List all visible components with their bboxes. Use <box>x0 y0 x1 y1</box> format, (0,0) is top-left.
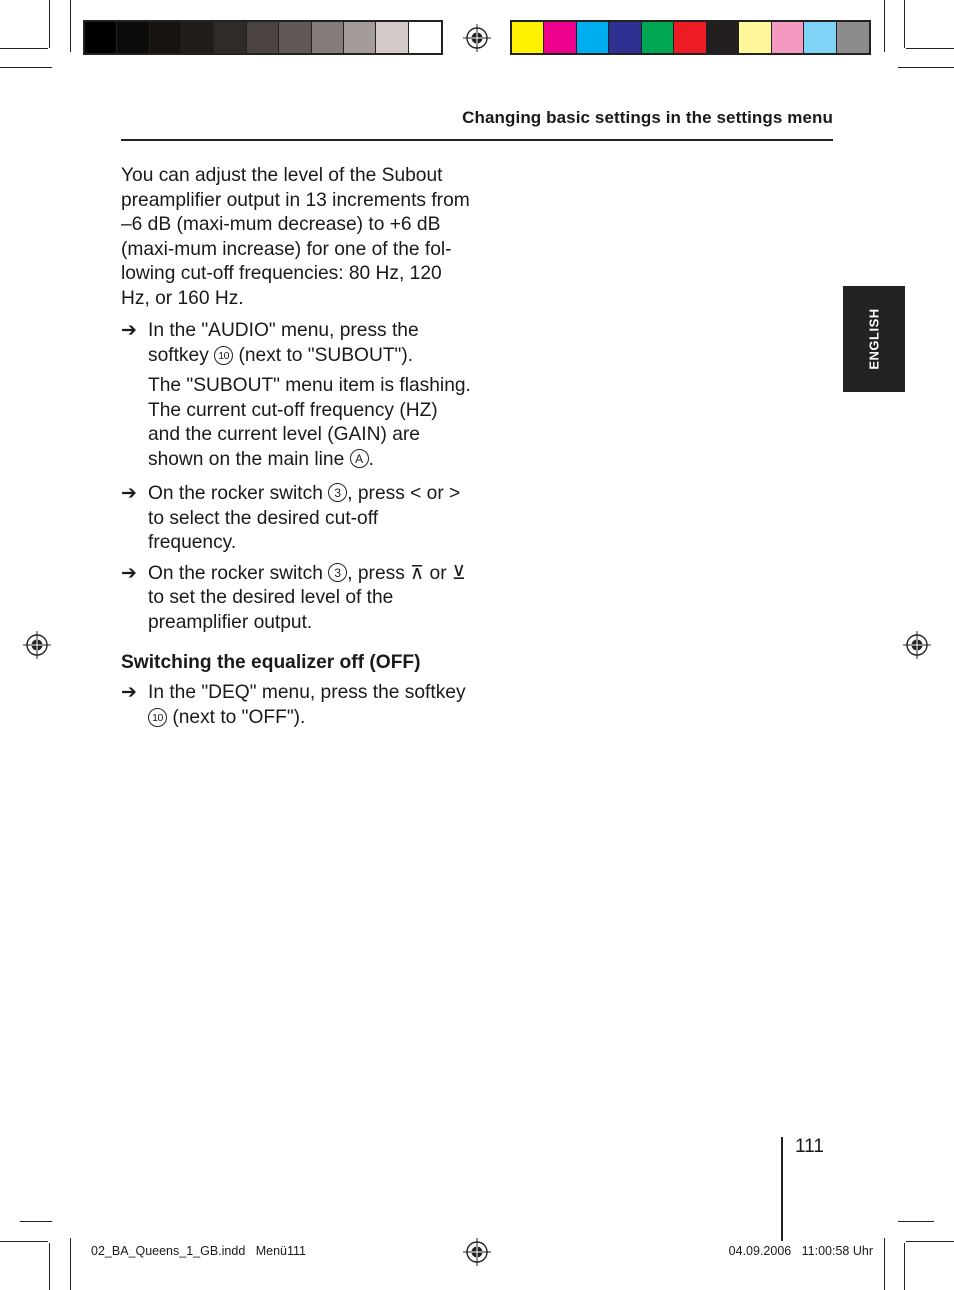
arrow-icon: ➔ <box>121 483 138 504</box>
color-swatch <box>739 22 771 53</box>
color-swatch <box>117 22 149 53</box>
crop-mark <box>884 1238 885 1290</box>
process-color-calibration-bar <box>510 20 871 55</box>
crop-mark <box>70 1238 71 1290</box>
key-down-icon: ⊻ <box>451 562 466 584</box>
crop-mark <box>0 48 48 49</box>
instruction-step: ➔ In the "AUDIO" menu, press the softkey 10 (next to "SUBOUT"). <box>121 320 419 366</box>
color-swatch <box>344 22 376 53</box>
color-swatch <box>837 22 869 53</box>
instruction-step: ➔ On the rocker switch 3 , press ⊼ or ⊻ to set the desired level of the preamplifier output. <box>121 562 466 633</box>
page-number-rule <box>781 1137 783 1241</box>
color-swatch <box>707 22 739 53</box>
key-up-icon: ⊼ <box>410 562 425 584</box>
crop-mark <box>0 1241 48 1242</box>
arrow-icon: ➔ <box>121 562 138 584</box>
arrow-icon: ➔ <box>121 682 138 703</box>
registration-mark-icon <box>463 24 491 52</box>
color-swatch <box>804 22 836 53</box>
crop-mark <box>0 67 52 68</box>
color-swatch <box>312 22 344 53</box>
color-swatch <box>376 22 408 53</box>
color-swatch <box>674 22 706 53</box>
page-number: 111 <box>795 1136 824 1157</box>
instruction-step: ➔ In the "DEQ" menu, press the softkey 10 (next to "OFF"). <box>121 682 466 728</box>
crop-mark <box>49 1243 50 1290</box>
crop-mark <box>70 0 71 52</box>
print-slug-timestamp: 04.09.2006 11:00:58 Uhr <box>728 1244 873 1258</box>
color-swatch <box>642 22 674 53</box>
instruction-step: ➔ On the rocker switch 3 , press < or > to select the desired cut-off frequency. <box>121 483 461 553</box>
color-swatch <box>150 22 182 53</box>
callout-letter-badge: A <box>350 449 369 468</box>
running-header: Changing basic settings in the settings menu <box>462 108 833 127</box>
registration-mark-icon <box>23 631 51 659</box>
crop-mark <box>904 0 905 48</box>
callout-number-badge: 3 <box>328 483 347 502</box>
intro-paragraph: You can adjust the level of the Subout preamplifier output in 13 increments from –6 dB (maxi-mum decrease) to +6 dB (maxi-mum increase) for one of the fol-lowing cut-off frequencies: 80 Hz, 120 Hz, or 160 Hz. <box>121 165 470 309</box>
crop-mark <box>20 1221 52 1222</box>
crop-mark <box>906 1241 954 1242</box>
color-swatch <box>247 22 279 53</box>
section-subheading: Switching the equalizer off (OFF) <box>121 652 421 673</box>
language-tab-label: ENGLISH <box>866 308 882 370</box>
registration-mark-icon <box>463 1238 491 1266</box>
color-swatch <box>214 22 246 53</box>
crop-mark <box>884 0 885 52</box>
crop-mark <box>904 1243 905 1290</box>
arrow-icon: ➔ <box>121 320 138 341</box>
color-swatch <box>409 22 441 53</box>
color-swatch <box>85 22 117 53</box>
print-slug-filename: 02_BA_Queens_1_GB.indd Menü111 <box>91 1244 306 1258</box>
language-tab <box>843 286 905 392</box>
callout-number-badge: 3 <box>328 563 347 582</box>
callout-number-badge: 10 <box>148 708 167 727</box>
crop-mark <box>898 67 954 68</box>
color-swatch <box>544 22 576 53</box>
result-note: The "SUBOUT" menu item is flashing. The current cut-off frequency (HZ) and the current level (GAIN) are shown on the main line A . <box>148 375 471 470</box>
callout-number-badge: 10 <box>214 346 233 365</box>
header-rule <box>121 139 833 141</box>
color-swatch <box>609 22 641 53</box>
color-swatch <box>512 22 544 53</box>
color-swatch <box>279 22 311 53</box>
crop-mark <box>49 0 50 48</box>
color-swatch <box>182 22 214 53</box>
color-swatch <box>577 22 609 53</box>
grayscale-calibration-bar <box>83 20 443 55</box>
color-swatch <box>772 22 804 53</box>
main-text-column <box>121 164 471 730</box>
crop-mark <box>898 1221 934 1222</box>
crop-mark <box>906 48 954 49</box>
registration-mark-icon <box>903 631 931 659</box>
